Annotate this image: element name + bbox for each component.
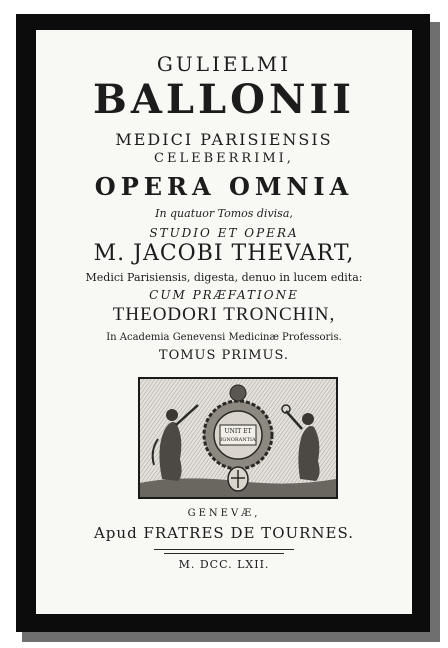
vignette-motto-1: UNIT ET <box>224 428 252 435</box>
imprint-city: GENEVÆ, <box>187 508 261 519</box>
author-description: MEDICI PARISIENSIS <box>115 130 333 149</box>
vignette-motto-2: IGNORANTIA <box>220 437 256 443</box>
imprint-rule-bottom <box>164 553 284 554</box>
author-last-name: BALLONII <box>93 76 355 123</box>
imprint-rule-top <box>154 549 294 550</box>
engraved-vignette <box>138 377 338 499</box>
preface-author: THEODORI TRONCHIN, <box>112 304 336 325</box>
author-praise: CELEBERRIMI, <box>154 151 294 166</box>
volume-label: TOMUS PRIMUS. <box>158 348 290 363</box>
imprint-publisher: Apud FRATRES DE TOURNES. <box>93 524 355 542</box>
vignette-illustration <box>140 379 336 497</box>
studio-line: STUDIO ET OPERA <box>149 226 299 240</box>
work-title: OPERA OMNIA <box>94 172 354 201</box>
editor-description: Medici Parisiensis, digesta, denuo in lucem edita: <box>85 271 363 284</box>
preface-author-description: In Academia Genevensi Medicinæ Professoris. <box>106 332 342 343</box>
author-first-name: GULIELMI <box>156 52 292 76</box>
title-page <box>36 30 412 614</box>
preface-line: CUM PRÆFATIONE <box>149 288 299 302</box>
division-note: In quatuor Tomos divisa, <box>155 207 293 220</box>
editor-name: M. JACOBI THEVART, <box>93 241 355 266</box>
imprint-year: M. DCC. LXII. <box>178 558 270 571</box>
